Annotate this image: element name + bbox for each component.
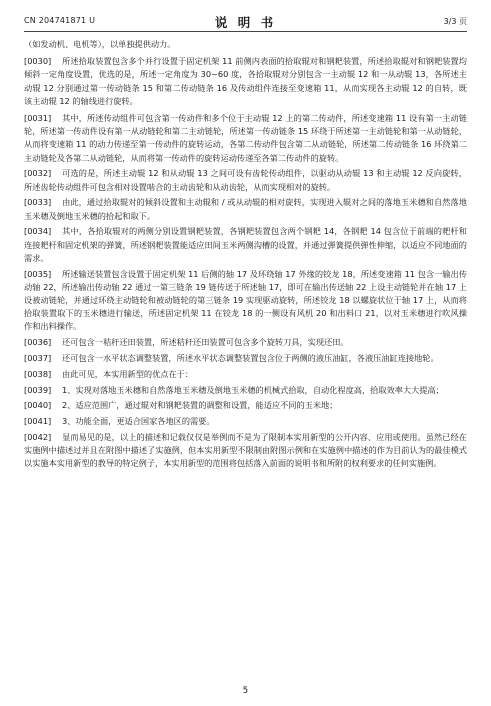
paragraph-text: 显而易见的是，以上的描述和记载仅仅是举例而不是为了限制本实用新型的公开内容、应用或使用。虽然已经在实施例中描述过并且在附图中描述了实施例，但本实用新型不限制由附图示例和在实施例中描述的作为目前认为的最佳模式以实施本实用新型的教导的特定例子，本实用新型的范围将包括落入前面的说明书和所附的权利要求的任何实施例。 [24,432,467,469]
page-number: 5 [242,686,249,696]
paragraph-text: 其中，各拾取辊对的两侧分别设置钢耙装置，各钢耙装置包含两个钢耙 14，各钢耙 14 包含位于前端的耙杆和连接耙杆和固定机架的弹簧，所述钢耙装置能适应田间玉米两侧沟槽的设置，并通过弹簧提供弹性伸缩，以适应不同地面的需求。 [24,226,467,263]
page-header [24,13,467,32]
paragraph-text: 由此可见，本实用新型的优点在于： [62,368,194,379]
paragraph-number: [0031] [24,113,52,124]
paragraph-list [24,55,467,470]
paragraph-number: [0038] [24,368,52,379]
paragraph-number: [0039] [24,384,52,395]
document-body [24,38,467,473]
paragraph-text: 1、实现对落地玉米穗和自然落地玉米穗及倒地玉米穗的机械式拾取，自动化程度高，拾取效率大大提高； [62,384,444,395]
paragraph-number: [0042] [24,432,52,443]
paragraph [24,399,467,412]
intro-line: （如发动机、电机等），以单独提供动力。 [24,39,176,49]
paragraph-text: 还可包含一水平状态调整装置，所述水平状态调整装置包含位于两侧的液压油缸，各液压油缸连接地轮。 [62,353,439,364]
paragraph [24,384,467,397]
paragraph [24,225,467,265]
paragraph-number: [0035] [24,268,52,279]
paragraph-text: 其中，所述传动组件可包含第一传动件和多个位于主动辊 12 上的第二传动件，所述变速箱 11 设有第一主动链轮，所述第一传动件设有第一从动链轮和第二主动链轮，所述第一传动链条 15 环绕于所述第一主动链轮和第一从动链轮，从而将变速箱 11 的动力传递至第一传动件的旋转运动，各第二传动件包含第二从动链轮，所述第二传动链条 16 环绕第二主动链轮及各第二从动链轮，从而将第一传动件的旋转运动传递至各第二传动件的旋转。 [24,113,467,163]
paragraph [24,415,467,428]
paragraph [24,167,467,193]
paragraph-number: [0032] [24,168,52,179]
paragraph-text: 3、功能全面，更适合国家各地区的需要。 [62,416,215,427]
paragraph [24,196,467,222]
paragraph-text: 还可包含一秸秆还田装置，所述秸秆还田装置可包含多个旋转刀具，实现还田。 [62,337,349,348]
paragraph-number: [0041] [24,416,52,427]
paragraph-text: 所述输送装置包含设置于固定机架 11 后侧的轴 17 及环绕轴 17 外缘的铰龙 18，所述变速箱 11 包含一输出传动轴 22，所述输出传动轴 22 通过一第三链条 19 链传送于所述轴 17，即可在输出传送轴 22 上设主动链轮并在轴 17 上设被动链轮，并通过环绕主动链轮和被动链轮的第三链条 19 实现驱动旋转，所述铰龙 18 以螺旋状位于轴 17 上，从而将拾取装置取下的玉米穗进行输送，所述固定机架 11 在铰龙 18 的一侧设有风机 20 和出料口 21，以对玉米穗进行吹风操作和出料操作。 [24,268,467,332]
paragraph-text: 2、适应范围广，通过辊对和钢耙装置的调整和设置，能适应不同的玉米地； [62,400,338,411]
paragraph-number: [0037] [24,353,52,364]
document-title: 说 明 书 [214,15,277,30]
paragraph-number: [0040] [24,400,52,411]
patent-number: CN 204741871 U [24,16,96,25]
paragraph-number: [0030] [24,56,52,67]
paragraph [24,352,467,365]
paragraph-text: 可选的是，所述主动辊 12 和从动辊 13 之间可设有齿轮传动组件，以驱动从动辊 13 和主动辊 12 反向旋转，所述齿轮传动组件可包含相对设置啮合的主动齿轮和从动齿轮，从而实现相对的旋转。 [24,168,467,192]
paragraph [24,112,467,165]
paragraph-text: 所述拾取装置包含多个并行设置于固定机架 11 前侧内表面的拾取辊对和钢耙装置，所述拾取辊对和钢耙装置均倾斜一定角度设置，优选的是，所述一定角度为 30~60 度，各拾取辊对分别包含一主动辊 12 和一从动辊 13，各所述主动辊 12 分别通过第一传动链条 15 和第二传动链条 16 及传动组件连接至变速箱 11，从而实现各主动辊 12 的自转，既该主动辊 12 的轴线进行旋转。 [24,56,467,106]
paragraph-text: 由此，通过拾取辊对的倾斜设置和主动辊和 / 或从动辊的相对旋转，实现进入辊对之间的落地玉米穗和自然落地玉米穗及倒地玉米穗的拾起和取下。 [24,197,467,221]
paragraph [24,268,467,334]
paragraph [24,368,467,381]
paragraph [24,431,467,471]
paragraph [24,55,467,108]
paragraph-number: [0036] [24,337,52,348]
paragraph-number: [0033] [24,197,52,208]
page-indicator: 3/3 页 [443,17,467,26]
paragraph [24,336,467,349]
paragraph-number: [0034] [24,226,52,237]
